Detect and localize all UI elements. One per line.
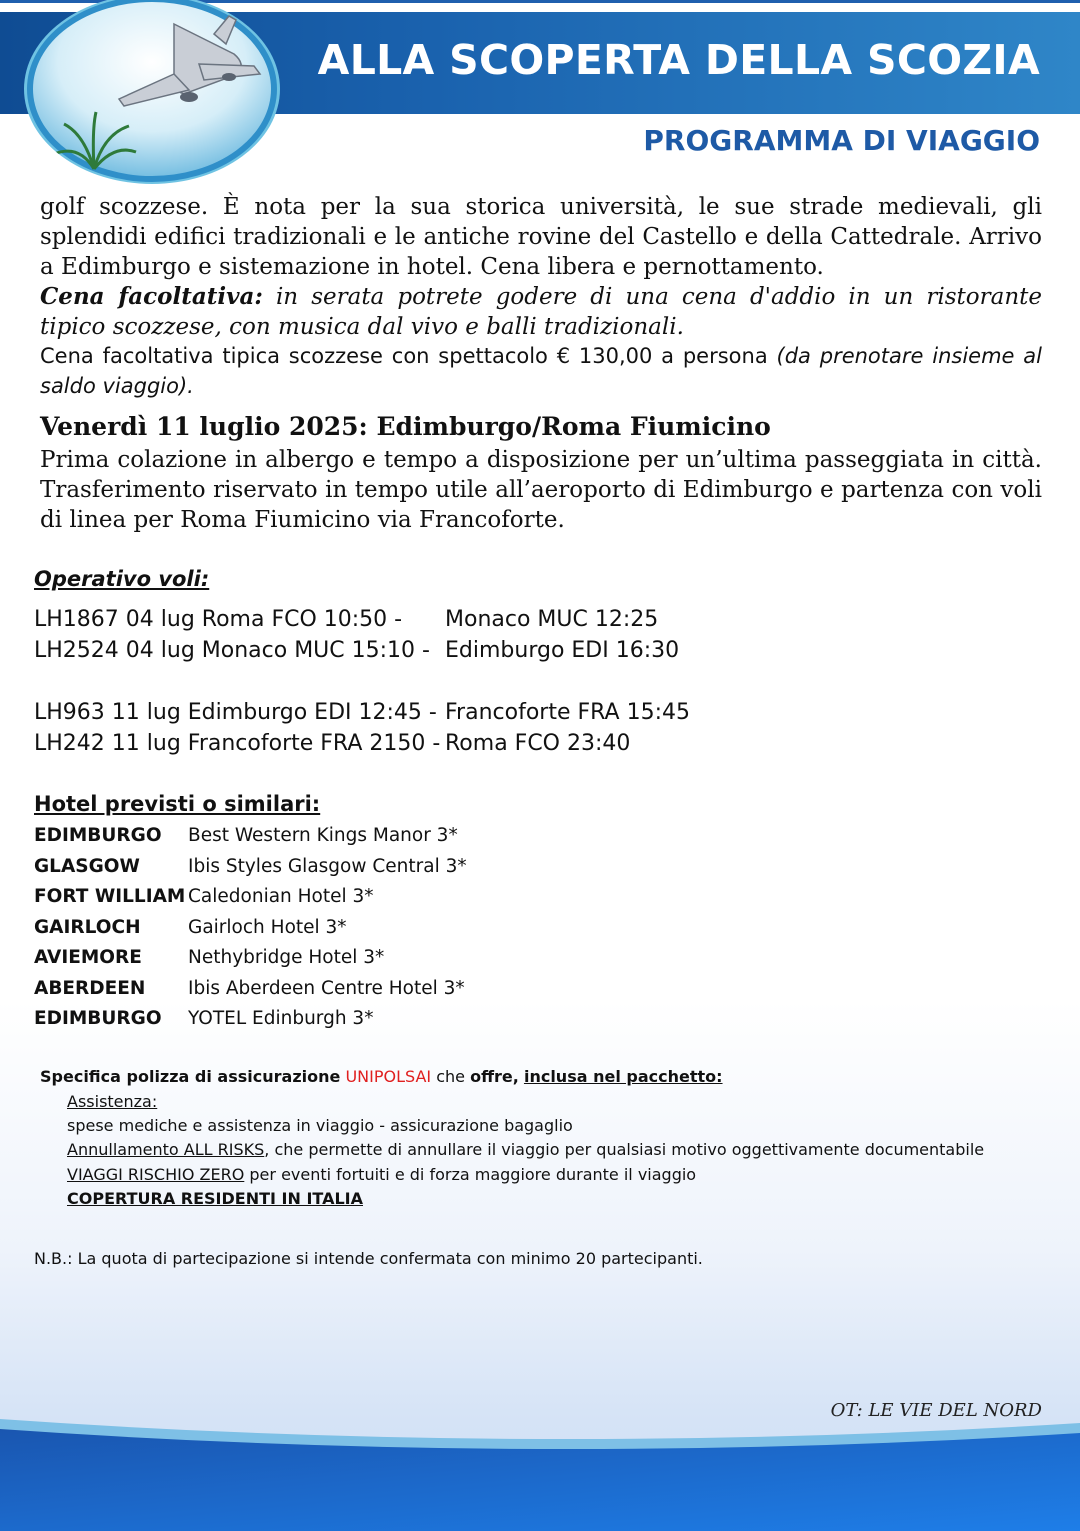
dinner-note: (da prenotare insieme al saldo viaggio). [40,344,1042,398]
footer-wave [0,1405,1080,1531]
hotel-city: EDIMBURGO [34,825,162,846]
dinner-price: Cena facoltativa tipica scozzese con spettacolo € 130,00 a persona [40,344,768,368]
airplane-icon [24,0,280,184]
insurance-offre: offre, [470,1067,519,1086]
rischio-line [67,1165,696,1184]
flight-arrival: Monaco MUC 12:25 [445,607,659,632]
intro-text: golf scozzese. È nota per la sua storica università, le sue strade medievali, gli splendidi edifici tradizionali e le antiche rovine del Castello e della Cattedrale. Arrivo a Edimburgo e sistemazione in hotel. Cena libera e pernottamento. [40,194,1042,280]
dinner-price-paragraph [40,341,1042,401]
flight-departure: LH242 11 lug Francoforte FRA 2150 - [34,731,441,756]
intro-paragraph [40,192,1042,342]
rischio-label: VIAGGI RISCHIO ZERO [67,1165,245,1184]
hotel-city: FORT WILLIAM [34,886,186,907]
hotel-name: Caledonian Hotel 3* [188,886,374,907]
day-title: Venerdì 11 luglio 2025: Edimburgo/Roma Fiumicino [40,412,771,441]
hotel-city: EDIMBURGO [34,1008,162,1029]
flight-arrival: Edimburgo EDI 16:30 [445,638,680,663]
insurance-che: che [436,1067,465,1086]
assistenza-label: Assistenza: [67,1092,158,1111]
insurance-included: inclusa nel pacchetto: [523,1067,723,1086]
hotel-city: ABERDEEN [34,978,146,999]
hotel-name: YOTEL Edinburgh 3* [188,1008,374,1029]
page-subtitle: PROGRAMMA DI VIAGGIO [643,124,1040,157]
hotel-name: Gairloch Hotel 3* [188,917,347,938]
dinner-text: in serata potrete godere di una cena d'addio in un ristorante tipico scozzese, con musica dal vivo e balli tradizionali. [40,284,1042,340]
annullamento-line [67,1140,984,1159]
participants-note: N.B.: La quota di partecipazione si intende confermata con minimo 20 partecipanti. [34,1249,703,1268]
flight-arrival: Roma FCO 23:40 [445,731,631,756]
rischio-text: per eventi fortuiti e di forza maggiore durante il viaggio [244,1165,697,1184]
hotel-name: Nethybridge Hotel 3* [188,947,385,968]
hotel-city: GAIRLOCH [34,917,141,938]
hotel-name: Best Western Kings Manor 3* [188,825,458,846]
flight-arrival: Francoforte FRA 15:45 [445,700,690,725]
hotel-name: Ibis Styles Glasgow Central 3* [188,856,467,877]
assistenza-text: spese mediche e assistenza in viaggio - assicurazione bagaglio [67,1116,573,1135]
annullamento-label: Annullamento ALL RISKS [67,1140,265,1159]
flight-departure: LH963 11 lug Edimburgo EDI 12:45 - [34,700,437,725]
airplane-logo [24,0,280,184]
flights-title: Operativo voli: [34,567,210,591]
hotels-title: Hotel previsti o similari: [34,792,321,816]
insurance-heading [40,1067,723,1086]
insurance-company: UNIPOLSAI [345,1067,432,1086]
dinner-label: Cena facoltativa: [40,283,263,310]
flight-departure: LH2524 04 lug Monaco MUC 15:10 - [34,638,430,663]
tour-operator: OT: LE VIE DEL NORD [830,1400,1042,1421]
flight-departure: LH1867 04 lug Roma FCO 10:50 - [34,607,403,632]
day-text: Prima colazione in albergo e tempo a disposizione per un’ultima passeggiata in città. Trasferimento riservato in tempo utile all’aeroporto di Edimburgo e partenza con voli di linea per Roma Fiumicino via Francoforte. [40,447,1042,533]
hotel-city: AVIEMORE [34,947,142,968]
hotel-name: Ibis Aberdeen Centre Hotel 3* [188,978,465,999]
page-title: ALLA SCOPERTA DELLA SCOZIA [317,36,1040,84]
insurance-intro: Specifica polizza di assicurazione [40,1067,341,1086]
hotel-city: GLASGOW [34,856,140,877]
annullamento-text: , che permette di annullare il viaggio per qualsiasi motivo oggettivamente documentabile [264,1140,985,1159]
copertura: COPERTURA RESIDENTI IN ITALIA [67,1189,363,1208]
